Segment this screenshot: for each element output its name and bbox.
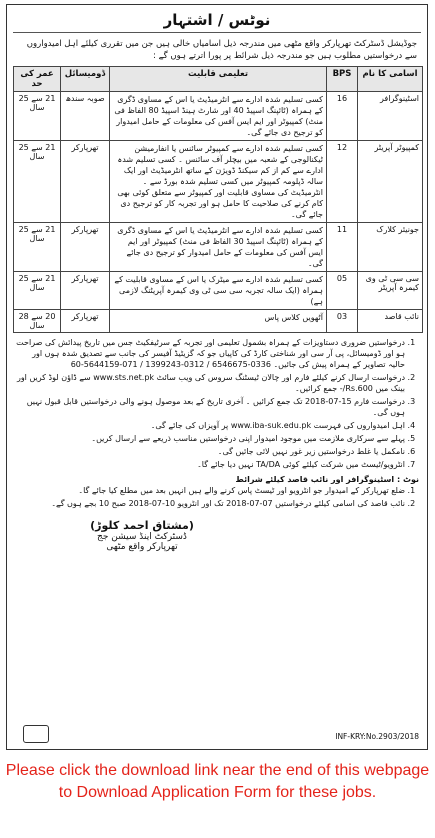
- signature-block: [67, 519, 217, 552]
- divider: [13, 32, 421, 33]
- qualification: کسی تسلیم شدہ ادارے سے کمپیوٹر سائنس یا انفارمیشن ٹیکنالوجی کے شعبہ میں بیچلر آف سائنس ۔ کسی تسلیم شدہ ادارے سے کم از کم سیکنڈ ڈویژن کے ساتھ انٹرمیڈیٹ اور ایک سالہ ڈپلومہ کمپیوٹر میں کسی تسلیم شدہ بورڈ سے ۔ انٹرمیڈیٹ کی مساوی قابلیت اور کمپیوٹر سے متعلق کوئی بھی کام کرنے کی صلاحیت کا حامل ہو اور تجربہ کار کو ترجیح دی جائے گی۔: [110, 141, 327, 223]
- age-limit: 21 سے 25 سال: [14, 92, 61, 141]
- reference-number: INF-KRY:No.2903/2018: [335, 732, 419, 741]
- header-qualification: تعلیمی قابلیت: [110, 67, 327, 92]
- condition-item: 1. ضلع تھرپارکر کے امیدوار جو انٹرویو اور ٹیسٹ پاس کرنے والے ہیں انہیں بعد میں مطلع کیا جائے گا۔: [15, 485, 405, 496]
- note-item: 3. درخواست فارم 15-07-2018 تک جمع کرائیں ۔ آخری تاریخ کے بعد موصول ہونے والی درخواستیں قابل قبول نہیں ہوں گی۔: [15, 396, 405, 418]
- table-row: [14, 223, 423, 272]
- bps-value: 05: [327, 272, 358, 310]
- post-name: جونیئر کلارک: [358, 223, 423, 272]
- domicile: تھرپارکر: [61, 310, 110, 333]
- post-name: اسٹینوگرافر: [358, 92, 423, 141]
- table-row: [14, 92, 423, 141]
- note-item: 4. اہل امیدواروں کی فہرست www.iba-suk.edu.pk پر آویزاں کی جائے گی۔: [15, 420, 405, 431]
- advertisement-document: [6, 4, 428, 750]
- domicile: تھرپارکر: [61, 141, 110, 223]
- note-heading: نوٹ : اسٹینوگرافر اور نائب قاصد کیلئے شرائط: [235, 475, 419, 484]
- download-instruction: Please click the download link near the end of this webpage to Download Application Form for these jobs.: [5, 762, 430, 801]
- note-item: 2. درخواست ارسال کرنے کیلئے فارم اور چالان ٹیسٹنگ سروس کی ویب سائٹ www.sts.net.pk سے ڈاؤن لوڈ کریں اور بینک میں Rs.600/- جمع کرائیں۔: [15, 372, 405, 394]
- age-limit: 21 سے 25 سال: [14, 272, 61, 310]
- table-row: [14, 272, 423, 310]
- bps-value: 11: [327, 223, 358, 272]
- signatory-location: تھرپارکر واقع مٹھی: [106, 542, 178, 552]
- table-row: [14, 310, 423, 333]
- bps-value: 16: [327, 92, 358, 141]
- intro-paragraph: جوڈیشل ڈسٹرکٹ تھرپارکر واقع مٹھی میں مندرجہ ذیل اسامیاں خالی ہیں جن میں تقرری کیلئے اہل امیدواروں سے درخواستیں مطلوب ہیں جو مندرجہ ذیل شرائط پر پورا اترتے ہوں گے :: [26, 39, 417, 61]
- signatory-name: (مشتاق احمد کلوڑ): [90, 519, 194, 532]
- header-age-limit: عمر کی حد: [14, 67, 61, 92]
- qualification: کسی تسلیم شدہ ادارے سے میٹرک یا اس کے مساوی قابلیت کے ہمراہ (ایک سالہ تجربہ سی سی ٹی وی کیمرہ آپریٹنگ لازمی ہے): [110, 272, 327, 310]
- qualification: کسی تسلیم شدہ ادارے سے انٹرمیڈیٹ یا اس کے مساوی ڈگری کے ہمراہ (ٹائپنگ اسپیڈ 40 اور شارٹ ہینڈ اسپیڈ 80 الفاظ فی منٹ) کمپیوٹر اور ایم ایس آفس کی معلومات کے حامل امیدوار کو ترجیح دی جائے گی۔: [110, 92, 327, 141]
- notes-list: [15, 337, 419, 470]
- notes-section: [7, 333, 427, 509]
- post-name: سی سی ٹی وی کیمرہ آپریٹر: [358, 272, 423, 310]
- conditions-list: [15, 485, 419, 509]
- header-post-name: اسامی کا نام: [358, 67, 423, 92]
- post-name: کمپیوٹر آپریٹر: [358, 141, 423, 223]
- signatory-designation: ڈسٹرکٹ اینڈ سیشن جج: [97, 532, 187, 542]
- condition-item: 2. نائب قاصد کی اسامی کیلئے درخواستیں 07-07-2018 تک اور انٹرویو 10-07-2018 صبح 10 بجے ہوں گے۔: [15, 498, 405, 509]
- note-item: 5. پہلے سے سرکاری ملازمت میں موجود امیدوار اپنی درخواستیں مناسب ذریعے سے ارسال کریں۔: [15, 433, 405, 444]
- header-domicile: ڈومیسائل: [61, 67, 110, 92]
- table-row: [14, 141, 423, 223]
- bps-value: 12: [327, 141, 358, 223]
- page-title: نوٹس / اشتہار: [163, 11, 271, 29]
- domicile: تھرپارکر: [61, 272, 110, 310]
- qualification: کسی تسلیم شدہ ادارے سے انٹرمیڈیٹ یا اس کے مساوی ڈگری کے ہمراہ (ٹائپنگ اسپیڈ 30 الفاظ فی منٹ) کمپیوٹر اور ایم ایس آفس کی معلومات کے حامل امیدوار کو ترجیح دی جائے گی۔: [110, 223, 327, 272]
- table-header-row: [14, 67, 423, 92]
- header-bps: BPS: [327, 67, 358, 92]
- note-item: 7. انٹرویو/ٹیسٹ میں شرکت کیلئے کوئی TA/DA نہیں دیا جائے گا۔: [15, 459, 405, 470]
- bps-value: 03: [327, 310, 358, 333]
- jobs-table: [13, 66, 423, 333]
- government-logo-icon: [23, 725, 49, 743]
- note-item: 6. نامکمل یا غلط درخواستیں زیر غور نہیں لائی جائیں گی۔: [15, 446, 405, 457]
- post-name: نائب قاصد: [358, 310, 423, 333]
- age-limit: 21 سے 25 سال: [14, 223, 61, 272]
- note-item: 1. درخواستیں ضروری دستاویزات کے ہمراہ بشمول تعلیمی اور تجربہ کے سرٹیفکیٹ جس میں تاریخ پیدائش کی صراحت ہو اور ڈومیسائل، پی آر سی اور شناختی کارڈ کی کاپیاں جو کہ گزیٹیڈ آفیسر کی جانب سے تصدیق شدہ ہوں اور حالیہ تصاویر کے ہمراہ پیش کی جائیں۔ 0336-6546675 / 0312-1399243 / 071-5644159-60: [15, 337, 405, 370]
- domicile: تھرپارکر: [61, 223, 110, 272]
- domicile: صوبہ سندھ: [61, 92, 110, 141]
- age-limit: 20 سے 28 سال: [14, 310, 61, 333]
- qualification: آٹھویں کلاس پاس: [110, 310, 327, 333]
- age-limit: 21 سے 25 سال: [14, 141, 61, 223]
